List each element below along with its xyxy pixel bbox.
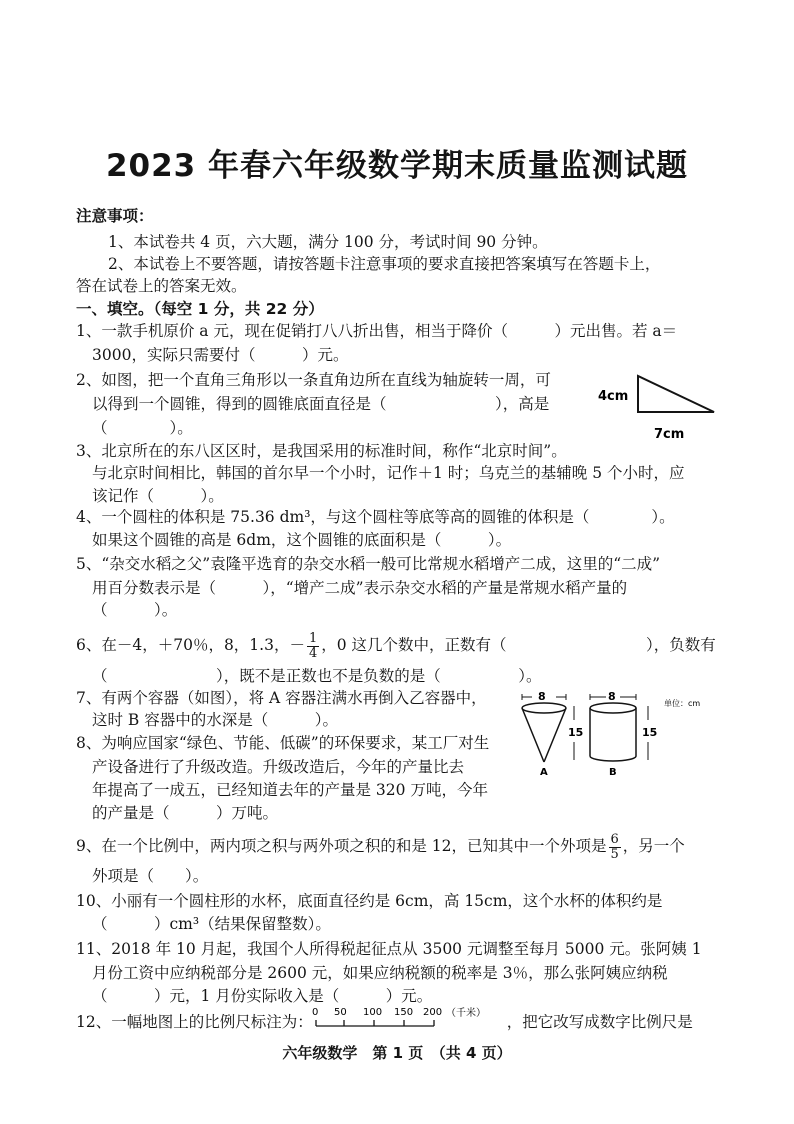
question-2-line-3: （ ）。 — [92, 419, 193, 437]
unit-label: 单位：cm — [664, 699, 701, 708]
fraction-numerator: 1 — [308, 630, 318, 646]
containers-figure — [512, 686, 722, 778]
container-a-height: 15 — [568, 726, 584, 739]
question-3-line-3: 该记作（ ）。 — [92, 487, 224, 505]
question-6-line-1 — [76, 628, 716, 662]
question-9-text-a: 9、在一个比例中，两内项之积与两外项之积的和是 12，已知其中一个外项是 — [76, 837, 607, 855]
page-title: 2023 年春六年级数学期末质量监测试题 — [105, 148, 689, 184]
triangle-shape — [638, 376, 714, 412]
question-1-line-2: 3000，实际只需要付（ ）元。 — [92, 346, 349, 364]
question-8-line-3: 年提高了一成五，已经知道去年的产量是 320 万吨，今年 — [92, 781, 488, 799]
question-8-line-2: 产设备进行了升级改造。升级改造后，今年的产量比去 — [92, 758, 465, 776]
page-footer: 六年级数学 第 1 页 （共 4 页） — [282, 1044, 512, 1062]
question-12-text-b: ，把它改写成数字比例尺是 — [506, 1013, 693, 1031]
question-4-line-1: 4、一个圆柱的体积是 75.36 dm³，与这个圆柱等底等高的圆锥的体积是（ ）。 — [76, 508, 675, 526]
scale-tick-label-1: 50 — [334, 1007, 347, 1018]
question-3-line-1: 3、北京所在的东八区区时，是我国采用的标准时间，称作“北京时间”。 — [76, 442, 567, 460]
question-10-line-2: （ ）cm³（结果保留整数）。 — [92, 915, 331, 933]
notice-item-2: 2、本试卷上不要答题，请按答题卡注意事项的要求直接把答案填写在答题卡上， — [108, 255, 661, 273]
fraction-denominator: 4 — [308, 645, 318, 661]
fraction-six-fifths — [609, 833, 621, 862]
container-a-label: A — [540, 767, 548, 778]
question-11-line-3: （ ）元，1 月份实际收入是（ ）元。 — [92, 987, 433, 1005]
triangle-base-label: 7cm — [654, 427, 685, 442]
container-b-height: 15 — [642, 726, 658, 739]
right-triangle-figure — [592, 364, 722, 444]
question-5-line-1: 5、“杂交水稻之父”袁隆平选育的杂交水稻一般可比常规水稻增产二成，这里的“二成” — [76, 555, 661, 573]
question-6-text-b: ，0 这几个数中，正数有（ ），负数有 — [321, 636, 716, 654]
question-5-line-3: （ ）。 — [92, 601, 178, 619]
question-7-line-1: 7、有两个容器（如图），将 A 容器注满水再倒入乙容器中， — [76, 689, 487, 707]
question-2-line-1: 2、如图，把一个直角三角形以一条直角边所在直线为轴旋转一周，可 — [76, 371, 551, 389]
scale-unit-label: （千米） — [446, 1008, 486, 1019]
question-5-line-2: 用百分数表示是（ ），“增产二成”表示杂交水稻的产量是常规水稻产量的 — [92, 579, 628, 597]
question-8-line-4: 的产量是（ ）万吨。 — [92, 804, 279, 822]
container-b-width: 8 — [608, 690, 616, 703]
question-9-line-1 — [76, 829, 685, 863]
notice-heading: 注意事项： — [76, 207, 154, 225]
question-8-line-1: 8、为响应国家“绿色、节能、低碳”的环保要求，某工厂对生 — [76, 734, 490, 752]
question-11-line-2: 月份工资中应纳税部分是 2600 元，如果应纳税额的税率是 3％，那么张阿姨应纳税 — [92, 964, 668, 982]
container-b-label: B — [609, 767, 617, 778]
scale-tick-label-4: 200 — [423, 1007, 443, 1018]
scale-tick-label-3: 150 — [394, 1007, 414, 1018]
question-3-line-2: 与北京时间相比，韩国的首尔早一个小时，记作＋1 时；乌克兰的基辅晚 5 个小时，应 — [92, 464, 685, 482]
fraction-denominator: 5 — [610, 846, 619, 862]
section-heading: 一、填空。（每空 1 分，共 22 分） — [76, 300, 324, 318]
scale-bar-figure — [308, 1004, 508, 1036]
cylinder-top — [590, 703, 636, 713]
notice-item-1: 1、本试卷共 4 页，六大题，满分 100 分，考试时间 90 分钟。 — [108, 233, 548, 251]
question-9-text-b: ，另一个 — [622, 837, 685, 855]
question-12-text-a: 12、一幅地图上的比例尺标注为： — [76, 1013, 313, 1031]
question-4-line-2: 如果这个圆锥的高是 6dm，这个圆锥的底面积是（ ）。 — [92, 531, 512, 549]
scale-tick-label-2: 100 — [363, 1007, 383, 1018]
scale-tick-label-0: 0 — [312, 1007, 319, 1018]
question-2-line-2: 以得到一个圆锥，得到的圆锥底面直径是（ ），高是 — [92, 395, 550, 413]
question-1-line-1: 1、一款手机原价 a 元，现在促销打八八折出售，相当于降价（ ）元出售。若 a＝ — [76, 322, 678, 340]
question-11-line-1: 11、2018 年 10 月起，我国个人所得税起征点从 3500 元调整至每月 5000 元。张阿姨 1 — [76, 940, 702, 958]
cone-top — [522, 703, 566, 713]
triangle-side-label: 4cm — [598, 389, 629, 404]
fraction-one-quarter — [307, 632, 319, 661]
question-6-line-2: （ ），既不是正数也不是负数的是（ ）。 — [92, 667, 542, 685]
container-a-width: 8 — [538, 690, 546, 703]
question-7-line-2: 这时 B 容器中的水深是（ ）。 — [92, 711, 338, 729]
notice-item-3: 答在试卷上的答案无效。 — [76, 277, 247, 295]
question-10-line-1: 10、小丽有一个圆柱形的水杯，底面直径约是 6cm，高 15cm，这个水杯的体积约是 — [76, 892, 663, 910]
fraction-numerator: 6 — [610, 831, 619, 847]
question-9-line-2: 外项是（ ）。 — [92, 867, 209, 885]
question-6-text-a: 6、在－4，＋70％，8，1.3，－ — [76, 636, 305, 654]
